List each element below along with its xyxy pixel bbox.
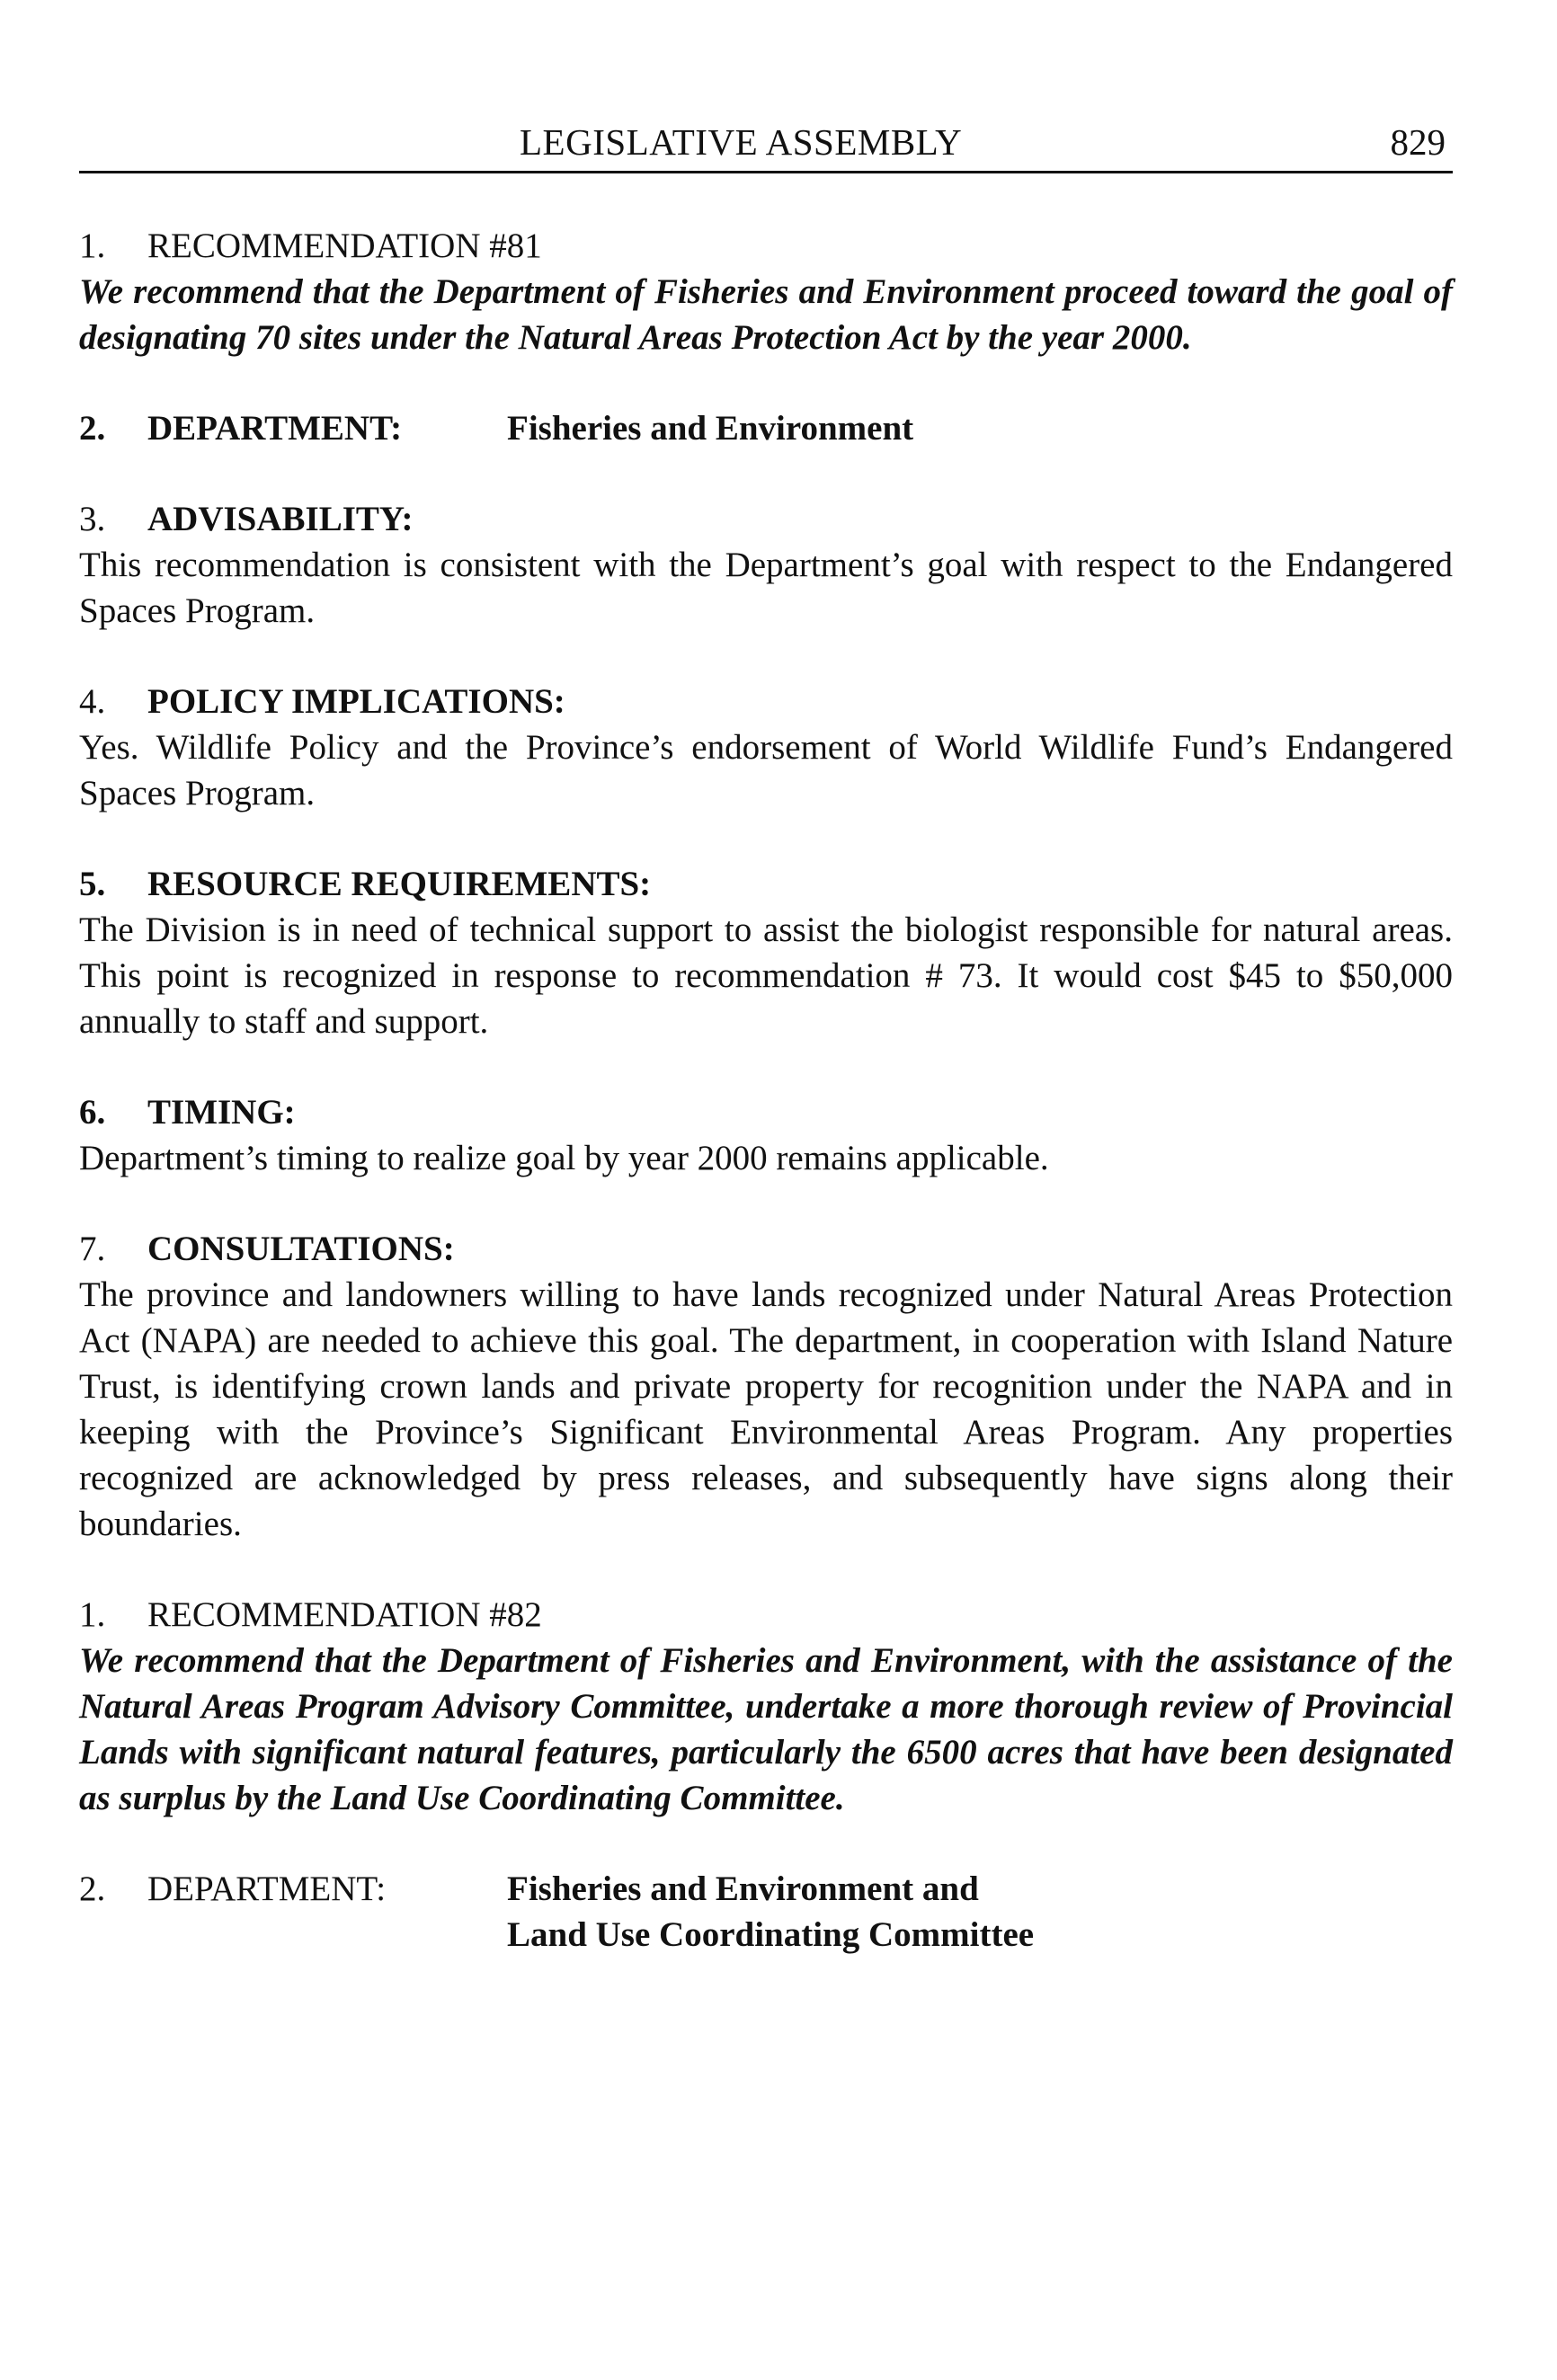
department-82 [79, 1866, 1453, 1958]
recommendation-81 [79, 223, 1453, 360]
item-number: 2. [79, 409, 106, 448]
recommendation-81-heading [79, 223, 1453, 269]
department-value: Fisheries and Environment [507, 409, 914, 448]
recommendation-82 [79, 1592, 1453, 1821]
running-title: LEGISLATIVE ASSEMBLY [520, 121, 963, 163]
heading-text: ADVISABILITY: [147, 500, 414, 538]
heading-text: RECOMMENDATION #81 [147, 226, 542, 265]
timing-81 [79, 1089, 1453, 1181]
consultations-81 [79, 1226, 1453, 1547]
heading-text: POLICY IMPLICATIONS: [147, 682, 565, 721]
consultations-text: The province and landowners willing to have lands recognized under Natural Areas Protection Act (NAPA) are needed to achieve this goal. The department, in cooperation with Island Nature Trust, is identifying crown lands and private property for recognition under the NAPA and in keeping with the Province’s Significant Environmental Areas Program. Any properties recognized are acknowledged by press releases, and subsequently have signs along their boundaries. [79, 1275, 1453, 1543]
department-81 [79, 405, 1453, 451]
page-number: 829 [1390, 121, 1446, 163]
page-header [79, 115, 1453, 173]
item-number: 2. [79, 1869, 106, 1908]
department-label: DEPARTMENT: [147, 1869, 387, 1908]
item-number: 3. [79, 500, 106, 538]
document-page [79, 115, 1453, 1958]
timing-text: Department’s timing to realize goal by year 2000 remains applicable. [79, 1139, 1049, 1177]
heading-text: CONSULTATIONS: [147, 1230, 455, 1268]
heading-text: RECOMMENDATION #82 [147, 1595, 542, 1634]
item-number: 5. [79, 865, 106, 903]
department-label: DEPARTMENT: [147, 409, 403, 448]
item-number: 7. [79, 1230, 106, 1268]
consultations-heading [79, 1226, 1453, 1272]
recommendation-82-heading [79, 1592, 1453, 1638]
advisability-81 [79, 496, 1453, 634]
heading-text: RESOURCE REQUIREMENTS: [147, 865, 652, 903]
policy-implications-81 [79, 679, 1453, 816]
recommendation-81-text: We recommend that the Department of Fisheries and Environment proceed toward the goal of designating 70 sites under the Natural Areas Protection Act by the year 2000. [79, 272, 1453, 357]
heading-text: TIMING: [147, 1093, 296, 1132]
item-number: 6. [79, 1093, 106, 1132]
resource-requirements-81 [79, 861, 1453, 1044]
department-value-line-1: Fisheries and Environment and [507, 1869, 979, 1908]
resource-text: The Division is in need of technical support to assist the biologist responsible for natural areas. This point is recognized in response to recommendation # 73. It would cost $45 to $50,000 annually to staff and support. [79, 910, 1453, 1041]
item-number: 1. [79, 1595, 106, 1634]
item-number: 1. [79, 226, 106, 265]
advisability-heading [79, 496, 1453, 542]
policy-heading [79, 679, 1453, 724]
policy-text: Yes. Wildlife Policy and the Province’s endorsement of World Wildlife Fund’s Endangered Spaces Program. [79, 728, 1453, 813]
advisability-text: This recommendation is consistent with the Department’s goal with respect to the Endangered Spaces Program. [79, 546, 1453, 630]
timing-heading [79, 1089, 1453, 1135]
recommendation-82-text: We recommend that the Department of Fisheries and Environment, with the assistance of the Natural Areas Program Advisory Committee, undertake a more thorough review of Provincial Lands with significant natural features, particularly the 6500 acres that have been designated as surplus by the Land Use Coordinating Committee. [79, 1641, 1453, 1817]
resource-heading [79, 861, 1453, 907]
department-value-line-2: Land Use Coordinating Committee [507, 1915, 1035, 1954]
department-value [507, 1866, 1034, 1958]
item-number: 4. [79, 682, 106, 721]
